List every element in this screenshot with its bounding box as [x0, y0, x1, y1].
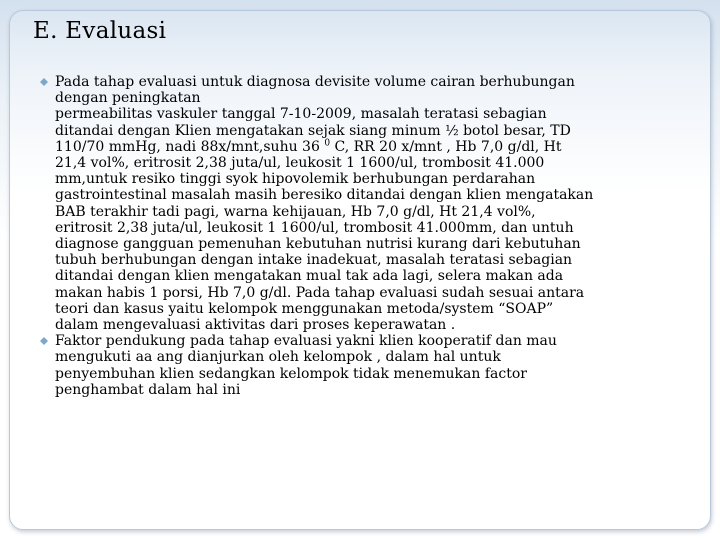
- text-segment: 110/70 mmHg, nadi 88x/mnt,suhu 36: [55, 138, 320, 155]
- text-line: penghambat dalam hal ini: [55, 381, 241, 398]
- text-line: ditandai dengan Klien mengatakan sejak siang minum ½ botol besar, TD: [55, 122, 571, 139]
- text-line: [55, 139, 685, 155]
- text-line: dalam mengevaluasi aktivitas dari proses keperawatan .: [55, 317, 456, 334]
- text-line: Faktor pendukung pada tahap evaluasi yakni klien kooperatif dan mau: [55, 333, 557, 350]
- text-line: permeabilitas vaskuler tanggal 7-10-2009, masalah teratasi sebagian: [55, 106, 547, 123]
- text-line: diagnose gangguan pemenuhan kebutuhan nutrisi kurang dari kebutuhan: [55, 236, 581, 253]
- text-line: makan habis 1 porsi, Hb 7,0 g/dl. Pada tahap evaluasi sudah sesuai antara: [55, 284, 585, 301]
- text-line: dengan peningkatan: [55, 90, 201, 107]
- text-line: Pada tahap evaluasi untuk diagnosa devisite volume cairan berhubungan: [55, 74, 575, 90]
- diamond-bullet-icon: [40, 78, 48, 86]
- text-line: mengukuti aa ang dianjurkan oleh kelompok , dalam hal untuk: [55, 349, 501, 366]
- paragraph-evaluation: [55, 74, 685, 333]
- text-line: gastrointestinal masalah masih beresiko ditandai dengan klien mengatakan: [55, 187, 594, 204]
- text-line: ditandai dengan klien mengatakan mual tak ada lagi, selera makan ada: [55, 268, 564, 285]
- text-line: 21,4 vol%, eritrosit 2,38 juta/ul, leukosit 1 1600/ul, trombosit 41.000: [55, 155, 545, 172]
- degree-superscript: 0: [324, 138, 331, 149]
- slide-title: E. Evaluasi: [33, 18, 167, 44]
- text-line: eritrosit 2,38 juta/ul, leukosit 1 1600/ul, trombosit 41.000mm, dan untuh: [55, 219, 574, 236]
- text-line: mm,untuk resiko tinggi syok hipovolemik berhubungan perdarahan: [55, 171, 536, 188]
- text-line: penyembuhan klien sedangkan kelompok tidak menemukan factor: [55, 365, 527, 382]
- paragraph-supporting-factors: [55, 333, 685, 398]
- text-segment: C, RR 20 x/mnt , Hb 7,0 g/dl, Ht: [330, 138, 562, 155]
- text-line: BAB terakhir tadi pagi, warna kehijauan, Hb 7,0 g/dl, Ht 21,4 vol%,: [55, 203, 536, 220]
- text-line: tubuh berhubungan dengan intake inadekuat, masalah teratasi sebagian: [55, 252, 573, 269]
- slide-body: [55, 74, 685, 398]
- diamond-bullet-icon: [40, 337, 48, 345]
- text-line: teori dan kasus yaitu kelompok menggunakan metoda/system “SOAP”: [55, 300, 554, 317]
